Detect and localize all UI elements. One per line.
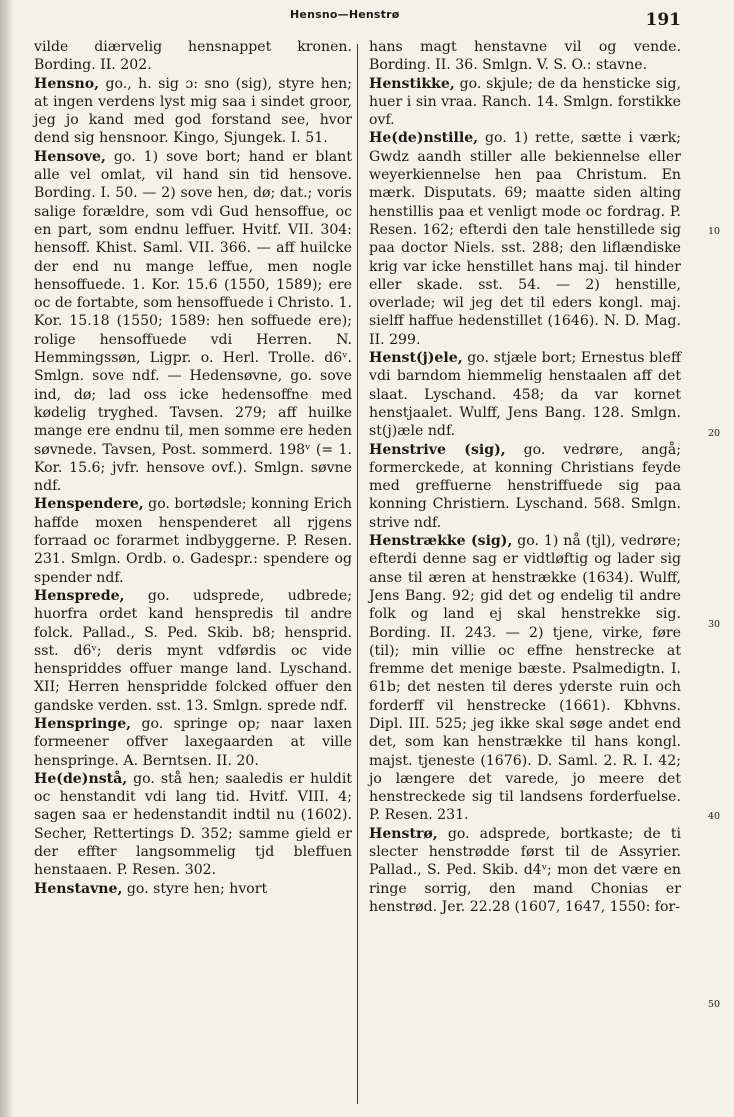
line-number: 40 xyxy=(708,811,721,822)
entry-headword: Henstavne, xyxy=(34,880,123,897)
line-number: 20 xyxy=(708,428,721,439)
entry xyxy=(369,825,681,916)
entry-text: go. vedrøre, angå; formerckede, at konning Christians feyde med greffuerne henstriffuede sig paa konning Christiern. Lyschand. 568. Smlgn. strive ndf. xyxy=(369,441,681,531)
entry-headword: Henstrø, xyxy=(369,825,438,842)
entry xyxy=(34,715,352,770)
page-edge-shadow xyxy=(0,0,14,1117)
entry xyxy=(369,349,681,440)
entry-headword: Henstrive (sig), xyxy=(369,441,506,458)
line-number: 50 xyxy=(708,999,721,1010)
entry-text: go. udsprede, udbrede; huorfra ordet kand henspredis til andre folck. Pallad., S. Ped. Skib. b8; hensprid. sst. d6ᵛ; deris mynt vdførdis oc vide henspriddes offuer mange land. Lyschand. XII; Herren henspridde folcked offuer den gandske verden. sst. 13. Smlgn. sprede ndf. xyxy=(34,587,352,714)
entry-headword: Hensove, xyxy=(34,148,106,165)
entry-text: go. 1) sove bort; hand er blant alle vel omlat, vil hand sin tid hensove. Bording. I. 50. — 2) sove hen, dø; dat.; voris salige forældre, som vdi Gud hensoffue, oc en part, som endnu leffuer. Hvitf. VII. 304: hensoff. Khist. Saml. VII. 366. — aff huilcke der end nu mange leffue, men nogle hensoffuede. 1. Kor. 15.6 (1550, 1589); ere oc de fortabte, som hensoffuede i Christo. 1. Kor. 15.18 (1550; 1589: hen soffuede ere); rolige hensoffuede vdi Herren. N. Hemmingssøn, Ligpr. o. Herl. Trolle. d6ᵛ. Smlgn. sove ndf. — Hedensøvne, go. sove ind, dø; lad oss icke hedensoffne med kødelig tryghed. Tavsen. 279; aff huilke mange ere endnu til, men somme ere heden søvnede. Tavsen, Post. sommerd. 198ᵛ (= 1. Kor. 15.6; jvfr. hensove ovf.). Smlgn. søvne ndf. xyxy=(34,148,352,495)
entry xyxy=(369,75,681,130)
entry xyxy=(34,495,352,586)
entry-text: go. springe op; naar laxen formeener offver laxegaarden at ville henspringe. A. Berntsen. II. 20. xyxy=(34,715,352,769)
entry xyxy=(34,38,352,75)
entry xyxy=(369,38,681,75)
entry xyxy=(34,75,352,148)
entry xyxy=(34,880,352,898)
entry-text: go. stå hen; saaledis er huldit oc henstandit vdi lang tid. Hvitf. VIII. 4; sagen saa er hedenstandit indtil nu (1602). Secher, Rettertings D. 352; samme gield er der effter langsommelig tjd bleffuen henstaaen. P. Resen. 302. xyxy=(34,770,352,879)
entry-text: go. stjæle bort; Ernestus bleff vdi barndom hiemmelig henstaalen aff det slaat. Lyschand. 458; da var kornet henstjaalet. Wulff, Jens Bang. 128. Smlgn. st(j)æle ndf. xyxy=(369,350,681,440)
entry-text: go., h. sig ɔ: sno (sig), styre hen; at ingen verdens lyst mig saa i sindet groor, jeg jo kand med god forstand see, hvor dend sig hensnoor. Kingo, Sjungek. I. 51. xyxy=(34,75,352,147)
entry-headword: He(de)nstille, xyxy=(369,130,479,147)
entry xyxy=(34,148,352,496)
entry-headword: Henst(j)ele, xyxy=(369,350,463,367)
entry xyxy=(34,587,352,715)
entry-text: go. 1) nå (tjl), vedrøre; efterdi denne sag er vidtløftig og lader sig anse til æren at henstrække (1634). Wulff, Jens Bang. 92; gid det og endelig til andre folk og land ej skal henstrekke sig. Bording. II. 243. — 2) tjene, virke, føre (til); min villie oc effne henstrecke at fremme det menige bæste. Psalmedigtn. I. 61b; det nesten til deres yderste ruin och forderff vil henstrecke (1661). Kbhvns. Dipl. III. 525; jeg ikke skal søge andet end det, som kan henstrække til hans kongl. majst. tjeneste (1676). D. Saml. 2. R. I. 42; jo længere det varede, jo meere det henstreckede sig til landsens forderfuelse. P. Resen. 231. xyxy=(369,533,681,824)
entry-headword: Henstrække (sig), xyxy=(369,533,513,550)
entry xyxy=(369,532,681,825)
entry-headword: Henspringe, xyxy=(34,715,132,732)
entry-text: hans magt henstavne vil og vende. Bording. II. 36. Smlgn. V. S. O.: stavne. xyxy=(369,39,681,74)
running-head xyxy=(0,8,701,30)
entry xyxy=(34,770,352,880)
entry-text: vilde diærvelig hensnappet kronen. Bording. II. 202. xyxy=(34,39,352,74)
right-column xyxy=(369,38,721,1010)
line-number: 10 xyxy=(708,226,721,237)
entry-headword: Henspendere, xyxy=(34,496,144,513)
entry-text: go. 1) rette, sætte i værk; Gwdz aandh stiller alle bekiennelse eller weyerkiennelse hen paa Christum. En mærk. Disputats. 69; maatte siden alting henstillis paa et venligt mode oc fordrag. P. Resen. 162; efterdi den tale henstillede sig paa doctor Niels. sst. 288; den liflændiske krig var icke henstillet hans maj. til hinder eller skade. sst. 54. — 2) henstille, overlade; wil jeg det til eders kongl. maj. sielff haffue hedenstillet (1646). N. D. Mag. II. 299. xyxy=(369,130,681,348)
entry-headword: He(de)nstå, xyxy=(34,770,128,787)
entry-headword: Hensno, xyxy=(34,75,100,92)
page-number: 191 xyxy=(645,10,681,30)
entry-text: go. skjule; de da hensticke sig, huer i sin vraa. Ranch. 14. Smlgn. forstikke ovf. xyxy=(369,75,681,129)
entry-text: go. styre hen; hvort xyxy=(122,880,268,897)
line-number: 30 xyxy=(708,619,721,630)
entry-headword: Hensprede, xyxy=(34,587,125,604)
running-title: Hensno—Henstrø xyxy=(290,8,400,21)
column-divider xyxy=(357,44,358,1104)
entry xyxy=(369,129,681,349)
entry-text: go. bortødsle; konning Erich haffde moxen henspenderet all rjgens forraad oc forarmet indbyggerne. P. Resen. 231. Smlgn. Ordb. o. Gadespr.: spendere og spender ndf. xyxy=(34,496,352,586)
entry-text: go. adsprede, bortkaste; de ti slecter henstrødde først til de Assyrier. Pallad., S. Ped. Skib. d4ᵛ; mon det være en ringe sorrig, den mand Chonias er henstrød. Jer. 22.28 (1607, 1647, 1550: for- xyxy=(369,825,681,915)
left-column xyxy=(34,38,352,898)
entry xyxy=(369,441,681,532)
entry-headword: Henstikke, xyxy=(369,75,455,92)
